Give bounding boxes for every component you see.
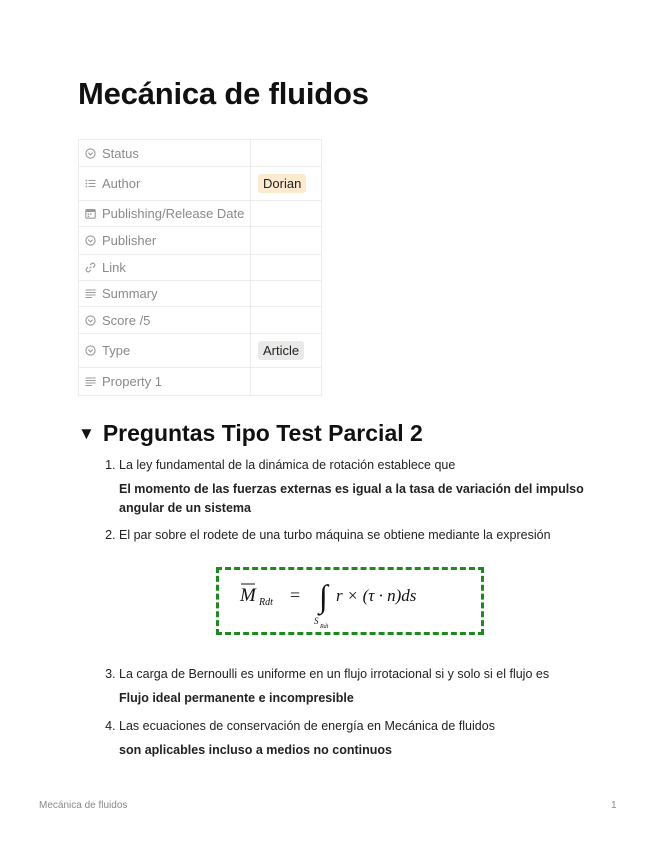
property-name-cell[interactable]	[79, 167, 251, 201]
property-name: Publisher	[102, 233, 157, 248]
text-icon	[85, 288, 96, 299]
toggle-arrow-icon[interactable]: ▼	[78, 424, 95, 443]
property-row-score-5	[79, 307, 322, 334]
question-text: 1. La ley fundamental de la dinámica de rotación establece que	[119, 458, 456, 472]
property-value-cell[interactable]	[251, 167, 322, 201]
text-icon	[85, 376, 96, 387]
formula-lhs: M	[240, 585, 256, 606]
question-text: 2. El par sobre el rodete de una turbo máquina se obtiene mediante la expresión	[119, 528, 551, 542]
link-icon	[85, 262, 96, 273]
property-name-cell[interactable]	[79, 368, 251, 396]
property-row-type	[79, 334, 322, 368]
property-name: Publishing/Release Date	[102, 206, 245, 221]
property-name: Score /5	[102, 312, 151, 328]
answer-text: son aplicables incluso a medios no continuos	[119, 743, 392, 757]
property-value-cell[interactable]	[251, 201, 322, 227]
property-row-status	[79, 140, 322, 167]
select-icon	[85, 148, 96, 159]
question-text: 4. Las ecuaciones de conservación de energía en Mecánica de fluidos	[119, 719, 495, 733]
property-name-cell[interactable]	[79, 201, 251, 227]
property-value-cell[interactable]	[251, 140, 322, 167]
formula-lhs-subscript: Rdt	[259, 597, 273, 608]
page-title: Mecánica de fluidos	[78, 76, 369, 111]
property-value-cell[interactable]	[251, 334, 322, 368]
formula-box	[216, 567, 484, 635]
footer-title: Mecánica de fluidos	[39, 800, 128, 811]
select-icon	[85, 235, 96, 246]
property-name-cell[interactable]	[79, 281, 251, 307]
list-item	[119, 526, 619, 635]
answer-text: Flujo ideal permanente e incompresible	[119, 691, 354, 705]
torque-formula	[235, 570, 465, 632]
property-value-cell[interactable]	[251, 281, 322, 307]
answer-text: El momento de las fuerzas externas es igual a la tasa de variación del impulso angular de un sistema	[119, 482, 584, 515]
properties-table	[78, 139, 322, 396]
property-value-cell[interactable]	[251, 368, 322, 396]
select-icon	[85, 345, 96, 356]
property-row-author	[79, 167, 322, 201]
author-tag[interactable]: Dorian	[258, 174, 306, 193]
list-item	[119, 717, 619, 760]
page-number: 1	[611, 800, 617, 811]
property-value-cell[interactable]	[251, 255, 322, 281]
property-name: Type	[102, 343, 131, 358]
property-name: Summary	[102, 286, 158, 301]
property-name: Link	[102, 260, 126, 275]
section-heading-text: Preguntas Tipo Test Parcial 2	[102, 420, 423, 446]
integral-sign-icon: ∫	[319, 578, 328, 614]
property-name: Property 1	[102, 374, 162, 389]
property-row-link	[79, 255, 322, 281]
multi-select-icon	[85, 178, 96, 189]
property-name-cell[interactable]	[79, 334, 251, 368]
property-name-cell[interactable]	[79, 255, 251, 281]
integral-subscript: S	[314, 616, 319, 626]
property-row-summary	[79, 281, 322, 307]
property-row-publisher	[79, 227, 322, 255]
property-value-cell[interactable]	[251, 227, 322, 255]
property-name-cell[interactable]	[79, 140, 251, 167]
list-item	[119, 665, 619, 708]
property-value-cell[interactable]	[251, 307, 322, 334]
integral-subsubscript: Rdt	[320, 624, 329, 630]
formula-integrand: r × (τ · n)ds	[336, 586, 417, 605]
type-tag[interactable]: Article	[258, 341, 304, 360]
select-icon	[85, 315, 96, 326]
questions-list	[78, 456, 619, 760]
question-text: 3. La carga de Bernoulli es uniforme en un flujo irrotacional si y solo si el flujo es	[119, 667, 550, 681]
property-name: Author	[102, 176, 141, 191]
property-name-cell[interactable]	[79, 307, 251, 334]
formula-equals: =	[290, 585, 301, 605]
section-heading	[78, 420, 423, 447]
property-name-cell[interactable]	[79, 227, 251, 255]
calendar-icon	[85, 208, 96, 219]
property-name: Status	[102, 145, 139, 161]
property-row-property-1	[79, 368, 322, 396]
list-item	[119, 456, 619, 518]
property-row-publishing-release-date	[79, 201, 322, 227]
